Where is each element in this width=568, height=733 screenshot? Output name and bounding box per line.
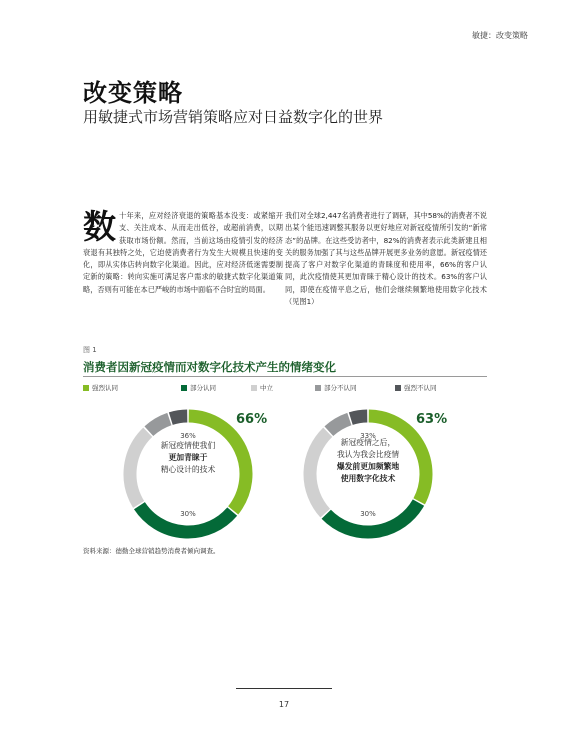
legend-item [83, 383, 118, 392]
donut-chart-2 [293, 400, 448, 540]
dropcap: 数 [83, 207, 116, 246]
chart-legend [83, 383, 487, 395]
page-number: 17 [278, 700, 290, 709]
chart-center-text [323, 437, 413, 485]
center-line: 更加青睐于 [168, 453, 208, 462]
legend-item [181, 383, 216, 392]
body-column-2: 我们对全球2,447名消费者进行了调研，其中58%的消费者不说出某个能迅速调整其服务以更好地应对新冠疫情所引发的“新常态”的品牌。在这些受访者中，82%的消费者表示此类新建且相关的服务加强了其与这些品牌开展更多业务的意愿。新冠疫情还提高了客户对数字化渠道的青睐度和使用率，66%的客户认同，此次疫情使其更加青睐于精心设计的技术。63%的客户认同，即使在疫情平息之后，他们会继续频繁地使用数字化技术（见图1） [285, 211, 487, 307]
chart-total-agree: 63% [416, 412, 448, 427]
legend-swatch [395, 385, 401, 391]
donut-segment-5 [351, 416, 367, 419]
running-header: 敏捷：改变策略 [472, 31, 528, 40]
body-column-1 [83, 207, 283, 296]
legend-label: 强烈认同 [92, 384, 118, 392]
legend-label: 中立 [260, 384, 273, 392]
legend-item [315, 383, 357, 392]
legend-swatch [315, 385, 321, 391]
legend-label: 部分不认同 [324, 384, 357, 392]
legend-label: 部分认同 [190, 384, 216, 392]
center-line: 新冠疫情之后， [340, 438, 396, 447]
body-column-1-text: 十年来，应对经济衰退的策略基本没变：或紧缩开支、关注成本、从而走出低谷，或超前消费，以期获取市场份额。然而，当前这场由疫情引发的经济衰退有其独特之处，它迫使消费者行为发生大规模且快速的变化，即从实体店转向数字化渠道。因此，应对经济低迷需要制定新的策略：转向实施可满足客户需求的敏捷式数字化渠道策略，否则有可能在本已严峻的市场中面临不合时宜的局面。 [83, 211, 283, 294]
donut-segment-5 [171, 416, 187, 419]
legend-label: 强烈不认同 [404, 384, 437, 392]
segment-label-somewhat-agree: 30% [180, 510, 196, 518]
source-note: 资料来源：德勤全球营销趋势消费者倾向调查。 [83, 547, 220, 555]
segment-label-somewhat-agree: 30% [360, 510, 376, 518]
legend-swatch [251, 385, 257, 391]
figure-divider [83, 376, 487, 377]
segment-label-strongly-agree: 33% [360, 432, 376, 440]
donut-segment-4 [149, 419, 170, 431]
legend-item [251, 383, 273, 392]
center-line: 我认为我会比疫情 [336, 450, 400, 459]
chart-total-agree: 66% [236, 412, 268, 427]
donut-chart-1 [113, 400, 268, 540]
center-line: 新冠疫情使我们 [160, 441, 216, 450]
page-title: 改变策略 [83, 79, 183, 107]
figure-label: 图 1 [83, 346, 97, 354]
chart-center-text [143, 440, 233, 476]
legend-swatch [181, 385, 187, 391]
legend-item [395, 383, 437, 392]
legend-swatch [83, 385, 89, 391]
page-subtitle: 用敏捷式市场营销策略应对日益数字化的世界 [83, 108, 384, 126]
center-line: 爆发前更加频繁地 [336, 462, 400, 471]
donut-segment-4 [329, 419, 350, 431]
segment-label-strongly-agree: 36% [180, 432, 196, 440]
center-line: 使用数字化技术 [340, 474, 396, 483]
figure-title: 消费者因新冠疫情而对数字化技术产生的情绪变化 [83, 360, 336, 374]
footer-divider [236, 688, 332, 689]
center-line: 精心设计的技术 [160, 465, 216, 474]
